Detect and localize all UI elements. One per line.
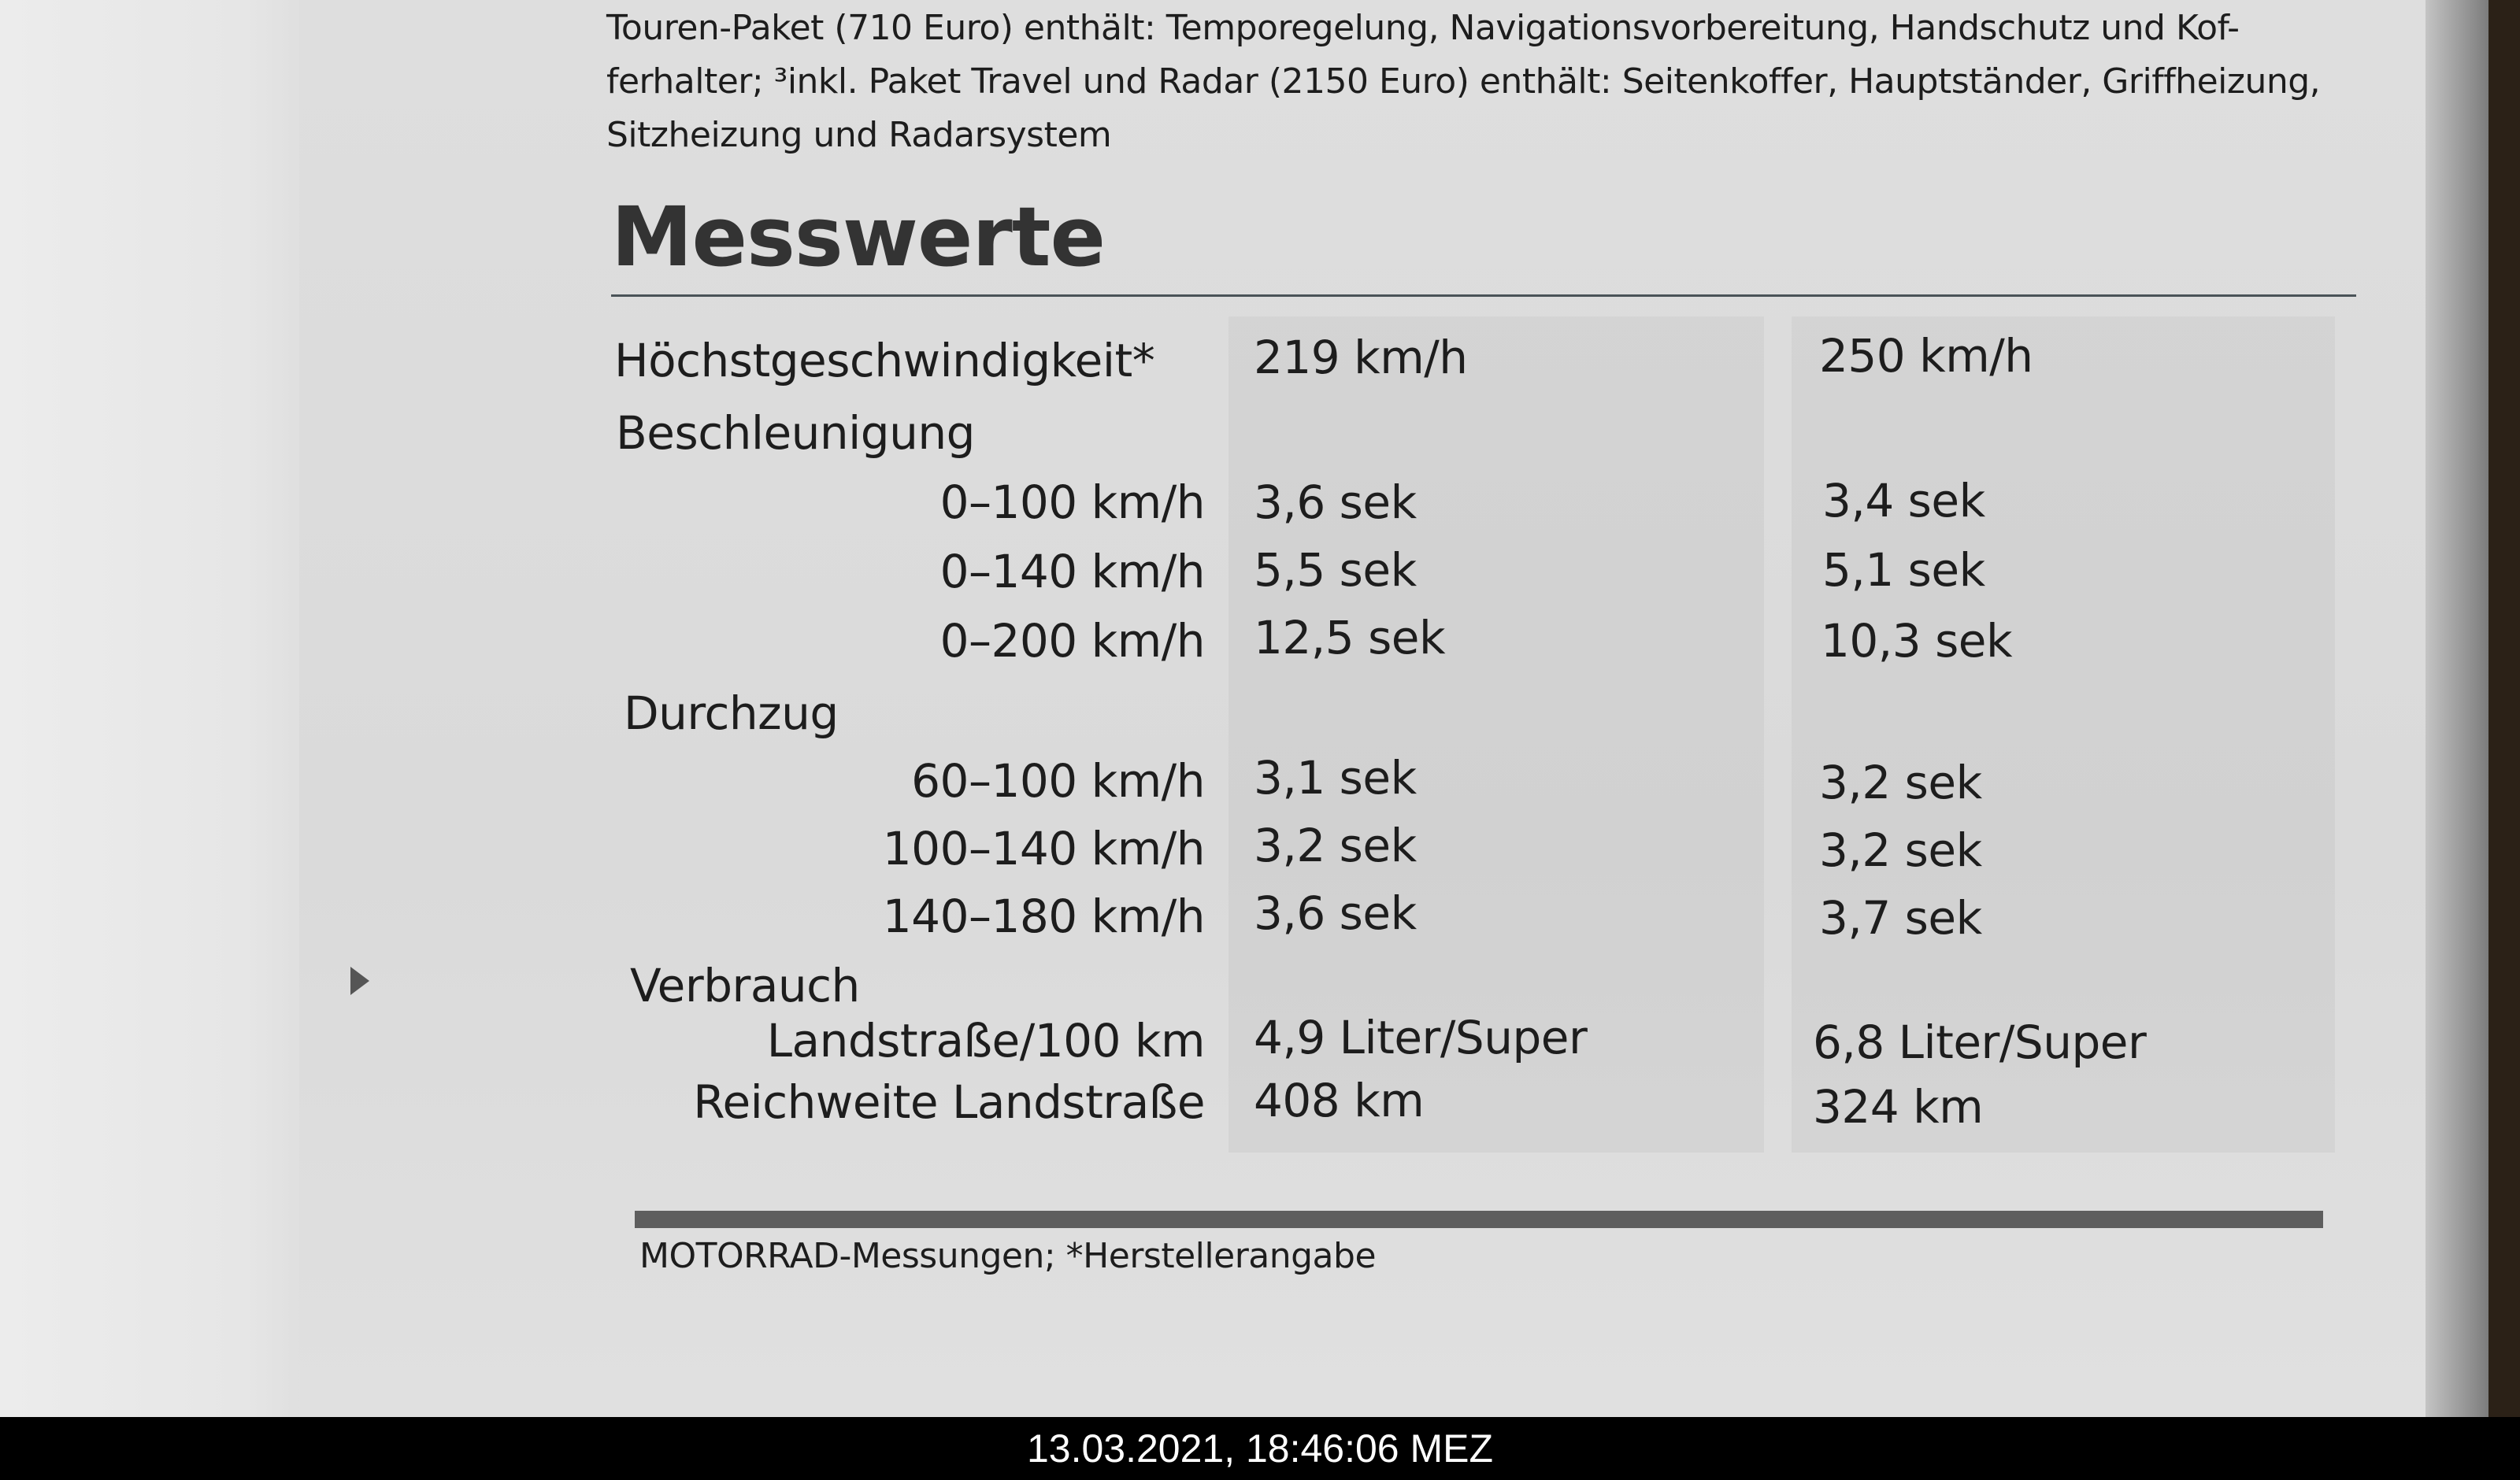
table-footnote: MOTORRAD-Messungen; *Herstellerangabe xyxy=(639,1236,1377,1276)
table-bottom-bar xyxy=(635,1211,2323,1228)
section-heading: Messwerte xyxy=(611,189,1105,285)
value-2-pull-60-100: 3,2 sek xyxy=(1819,756,1982,809)
value-1-pull-140-180: 3,6 sek xyxy=(1254,886,1417,940)
row-label-pull-140-180: 140–180 km/h xyxy=(882,890,1205,943)
row-label-top-speed: Höchstgeschwindigkeit* xyxy=(614,334,1155,387)
row-label-acc-0-100: 0–100 km/h xyxy=(939,475,1205,529)
section-label-acceleration: Beschleunigung xyxy=(616,406,975,460)
section-label-pull: Durchzug xyxy=(624,686,839,740)
row-label-pull-60-100: 60–100 km/h xyxy=(911,754,1205,808)
value-1-acc-0-140: 5,5 sek xyxy=(1254,543,1417,597)
value-2-pull-100-140: 3,2 sek xyxy=(1819,823,1982,877)
value-1-range-country: 408 km xyxy=(1254,1074,1425,1127)
value-1-pull-60-100: 3,1 sek xyxy=(1254,751,1417,805)
value-2-range-country: 324 km xyxy=(1813,1080,1984,1134)
section-label-consumption: Verbrauch xyxy=(630,959,860,1012)
value-1-acc-0-100: 3,6 sek xyxy=(1254,475,1417,529)
row-label-acc-0-140: 0–140 km/h xyxy=(939,545,1205,598)
value-2-acc-0-200: 10,3 sek xyxy=(1821,614,2013,668)
value-1-pull-100-140: 3,2 sek xyxy=(1254,819,1417,872)
value-2-top-speed: 250 km/h xyxy=(1819,329,2033,383)
value-2-acc-0-100: 3,4 sek xyxy=(1822,474,1985,527)
row-label-range-country: Reichweite Landstraße xyxy=(693,1075,1205,1129)
timestamp-text: 13.03.2021, 18:46:06 MEZ xyxy=(1026,1426,1494,1471)
row-label-consumption-country: Landstraße/100 km xyxy=(766,1014,1205,1067)
intro-line: ferhalter; ³inkl. Paket Travel und Radar (2150 Euro) enthält: Seitenkoffer, Hauptständer, Griffheizung, xyxy=(606,61,2321,102)
value-2-consumption-country: 6,8 Liter/Super xyxy=(1813,1016,2147,1069)
intro-line: Touren-Paket (710 Euro) enthält: Temporegelung, Navigationsvorbereitung, Handschutz und Kof- xyxy=(606,8,2240,48)
value-2-acc-0-140: 5,1 sek xyxy=(1822,543,1985,597)
row-label-acc-0-200: 0–200 km/h xyxy=(939,614,1205,668)
intro-line: Sitzheizung und Radarsystem xyxy=(606,115,1112,155)
value-1-acc-0-200: 12,5 sek xyxy=(1254,611,1446,664)
row-label-pull-100-140: 100–140 km/h xyxy=(882,822,1205,875)
value-2-pull-140-180: 3,7 sek xyxy=(1819,891,1982,945)
value-1-top-speed: 219 km/h xyxy=(1254,331,1468,384)
value-1-consumption-country: 4,9 Liter/Super xyxy=(1254,1011,1588,1064)
